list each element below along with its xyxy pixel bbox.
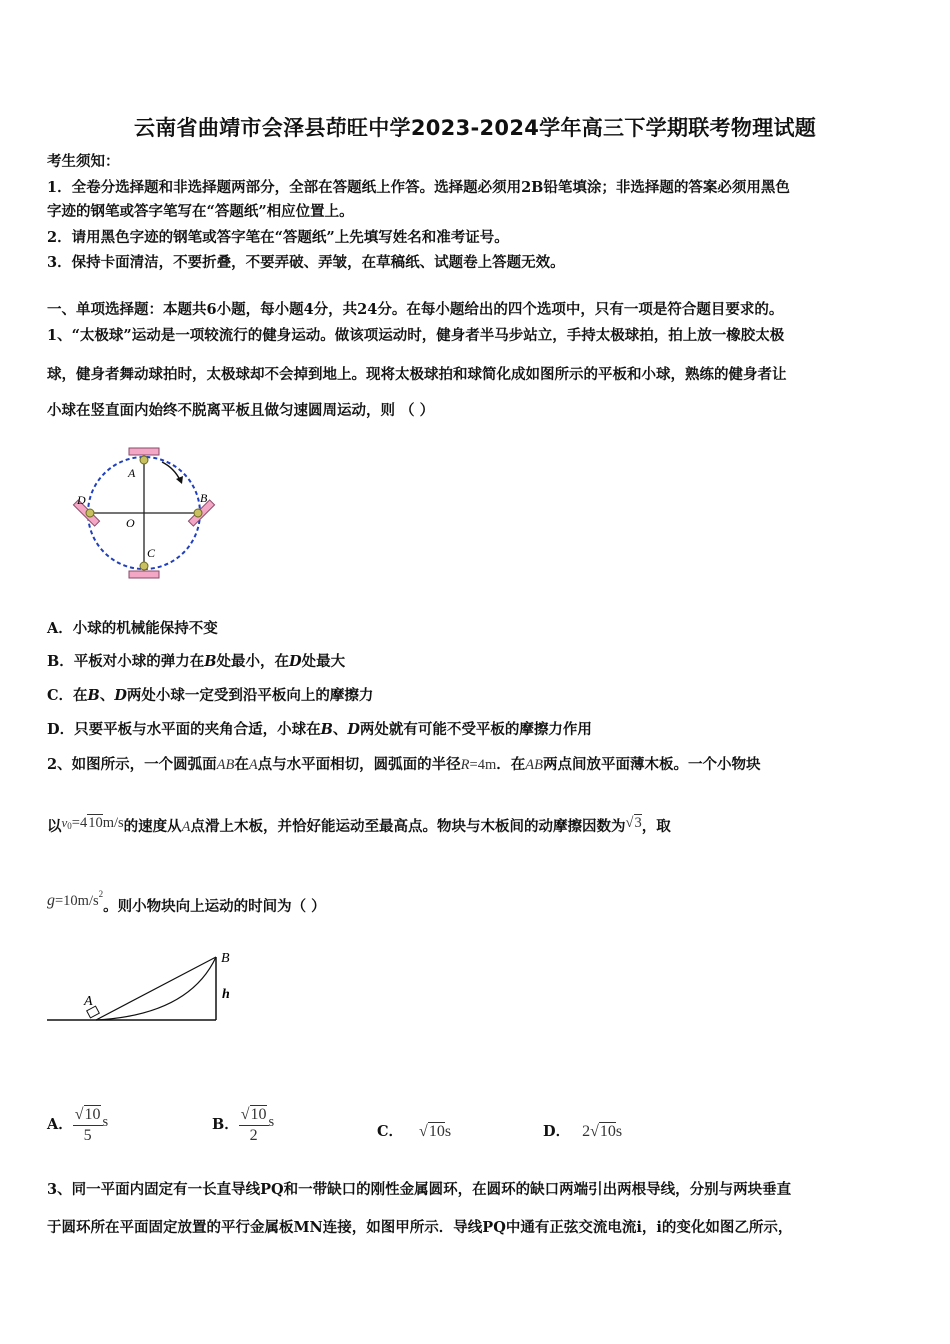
q2-text-line-3: $g=10m/s^2$。则小物块向上运动的时间为（ ） — [47, 889, 326, 915]
q1-text-line-2: 球，健身者舞动球拍时，太极球却不会掉到地上。现将太极球拍和球简化成如图所示的平板和小球，熟练的健身者让 — [47, 366, 787, 383]
q1-label-b: B — [200, 491, 208, 505]
q1-paddle-top — [129, 448, 159, 455]
section-heading: 一、单项选择题：本题共6小题，每小题4分，共24分。在每小题给出的四个选项中，只有一项是符合题目要求的。 — [47, 301, 784, 318]
notice-heading: 考生须知： — [47, 153, 120, 170]
notice-line-1: 1．全卷分选择题和非选择题两部分，全部在答题纸上作答。选择题必须用2B铅笔填涂；非选择题的答案必须用黑色 — [47, 179, 790, 196]
q1-option-d: D．只要平板与水平面的夹角合适，小球在B、D两处就有可能不受平板的摩擦力作用 — [47, 721, 592, 738]
q1-label-a: A — [128, 466, 136, 480]
q2-label-h: h — [222, 987, 230, 1002]
q2-option-b: B． $\frac{√10}{2}$ s — [212, 1105, 275, 1144]
q1-arrow-head — [176, 476, 183, 484]
q2-mu-sqrt: 3 — [634, 815, 642, 831]
q1-ball-b — [194, 509, 202, 517]
q3-text-line-1: 3、同一平面内固定有一长直导线PQ和一带缺口的刚性金属圆环，在圆环的缺口两端引出两根导线，分别与两块垂直 — [47, 1181, 792, 1198]
q1-label-c: C — [147, 546, 156, 560]
q1-rotation-arrow — [162, 462, 180, 480]
q2-board-line — [96, 957, 216, 1020]
q1-figure-circle — [66, 440, 226, 585]
q2-label-a: A — [84, 994, 93, 1009]
q1-text-line-3: 小球在竖直面内始终不脱离平板且做匀速圆周运动，则 （ ） — [47, 402, 435, 419]
q1-text-line-1: 1、“太极球”运动是一项较流行的健身运动。做该项运动时，健身者半马步站立，手持太极球拍，拍上放一橡胶太极 — [47, 327, 785, 344]
notice-line-4: 3．保持卡面清洁，不要折叠，不要弄破、弄皱，在草稿纸、试题卷上答题无效。 — [47, 254, 565, 271]
q2-option-a: A． $\frac{√10}{5}$ s — [47, 1105, 109, 1144]
q1-label-d: D — [77, 493, 86, 507]
q1-ball-a — [140, 456, 148, 464]
q3-text-line-2: 于圆环所在平面固定放置的平行金属板MN连接，如图甲所示．导线PQ中通有正弦交流电流i，i的变化如图乙所示， — [47, 1219, 793, 1236]
q1-ball-c — [140, 562, 148, 570]
q2-label-b: B — [221, 951, 230, 966]
q1-paddle-bottom — [129, 571, 159, 578]
notice-line-2: 字迹的钢笔或答字笔写在“答题纸”相应位置上。 — [47, 203, 354, 220]
q1-option-c: C．在B、D两处小球一定受到沿平板向上的摩擦力 — [47, 687, 374, 704]
q1-label-o: O — [126, 516, 135, 530]
q1-ball-d — [86, 509, 94, 517]
page-title: 云南省曲靖市会泽县茚旺中学2023-2024学年高三下学期联考物理试题 — [133, 116, 817, 140]
q2-figure-incline — [44, 945, 244, 1030]
notice-line-3: 2．请用黑色字迹的钢笔或答字笔在“答题纸”上先填写姓名和准考证号。 — [47, 229, 509, 246]
q2-text-line-2: 以v0=410m/s的速度从A点滑上木板，并恰好能运动至最高点。物块与木板间的动摩擦因数为√3，取 — [47, 815, 671, 835]
q2-option-d: D． 2√10s — [543, 1123, 623, 1140]
q2-option-c: C． √10s — [377, 1123, 452, 1140]
q2-text-line-1: 2、如图所示，一个圆弧面AB在A点与水平面相切，圆弧面的半径R=4m．在AB两点间放平面薄木板。一个小物块 — [47, 756, 761, 773]
q1-option-a: A．小球的机械能保持不变 — [47, 620, 218, 637]
q1-option-b: B．平板对小球的弹力在B处最小，在D处最大 — [47, 653, 346, 670]
q2-v0-sqrt: 10 — [88, 815, 103, 831]
